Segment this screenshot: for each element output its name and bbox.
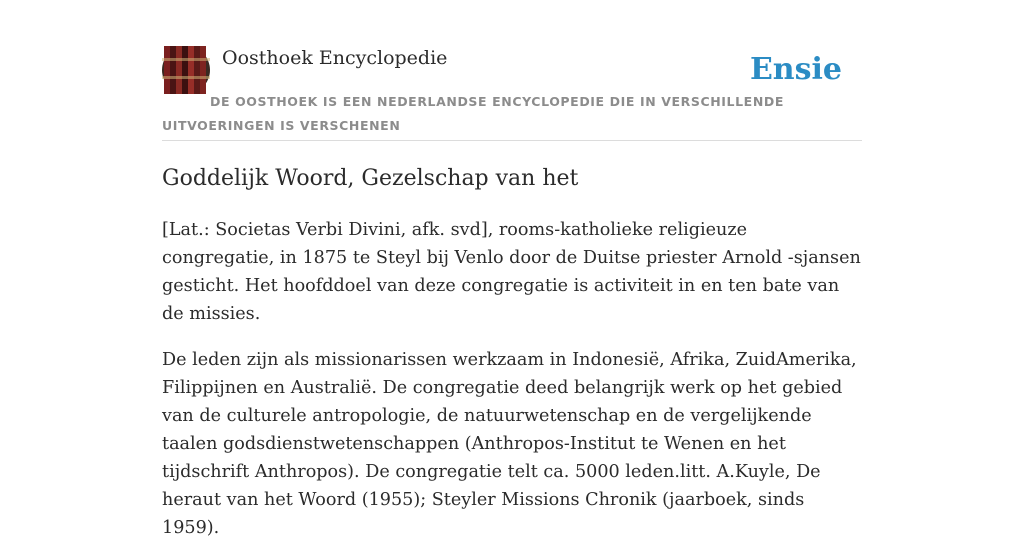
encyclopedia-books-icon[interactable] bbox=[162, 46, 210, 94]
ensie-logo[interactable]: Ensie bbox=[749, 52, 842, 87]
article-paragraph: [Lat.: Societas Verbi Divini, afk. svd], rooms-katholieke religieuze congregatie, in 1875 te Steyl bij Venlo door de Duitse priester Arnold -sjansen gesticht. Het hoofddoel van deze congregatie is activiteit in en ten bate van de missies. bbox=[162, 220, 861, 324]
source-description: DE OOSTHOEK IS EEN NEDERLANDSE ENCYCLOPEDIE DIE IN VERSCHILLENDE UITVOERINGEN IS VERSCHENEN bbox=[162, 94, 784, 133]
source-header bbox=[162, 46, 862, 141]
article-paragraph: De leden zijn als missionarissen werkzaam in Indonesië, Afrika, ZuidAmerika, Filippijnen en Australië. De congregatie deed belangrijk werk op het gebied van de culturele antropologie, de natuurwetenschap en de vergelijkende taalen godsdienstwetenschappen (Anthropos-Institut te Wenen en het tijdschrift Anthropos). De congregatie telt ca. 5000 leden.litt. A.Kuyle, De heraut van het Woord (1955); Steyler Missions Chronik (jaarboek, sinds 1959). bbox=[162, 350, 857, 538]
article-title: Goddelijk Woord, Gezelschap van het bbox=[162, 166, 579, 191]
article-body bbox=[162, 216, 862, 560]
source-name[interactable]: Oosthoek Encyclopedie bbox=[222, 47, 448, 69]
